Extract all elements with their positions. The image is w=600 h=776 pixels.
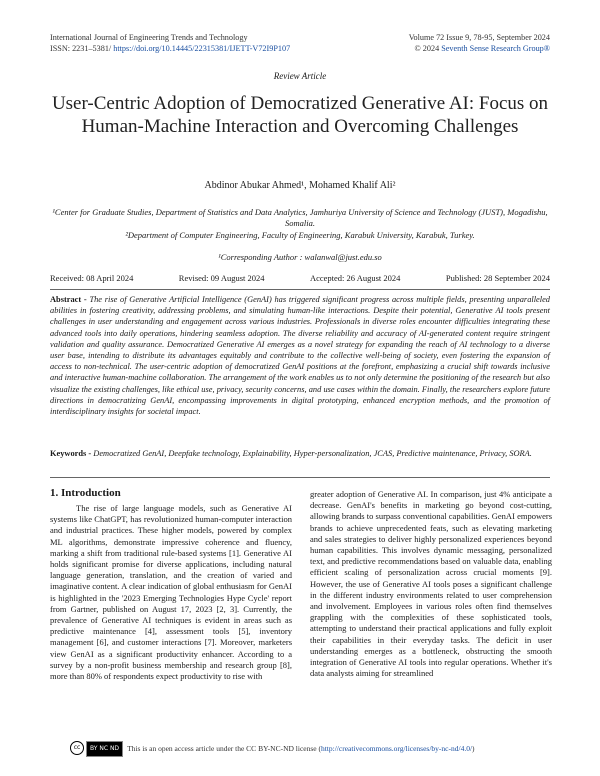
article-type: Review Article: [273, 71, 327, 81]
keywords-label: Keywords -: [50, 449, 94, 458]
keywords: [50, 448, 550, 459]
published-date: Published: 28 September 2024: [445, 273, 550, 283]
divider-bottom: [50, 477, 550, 478]
intro-right-column: greater adoption of Generative AI. In comparison, just 4% anticipate a decrease. GenAI's benefits in marketing go beyond cost-cutting, allowing brands to surpass conventional capabilities. GenAI empowers brands to achieve unprecedented feats, such as elevating marketing and sales strategies to deliver highly personalized experiences beyond human capabilities. This involves dynamic messaging, personalized text, and predictive recommendations based on valuable data, enabling efficient scaling of personalization across crucial moments [9]. However, the use of Generative AI tools poses a significant challenge in the different industry environments related to user comprehension and involvement. Employees in various roles often find themselves grappling with the complexities of these sophisticated tools, attempting to understand their practical applications and fully exploit their capabilities in their everyday tasks. The deficit in user understanding emerges as a bottleneck, obstructing the smooth integration of Generative AI tools into regular operations. Whether it's data analysts aiming for streamlined: [310, 489, 552, 679]
section-heading: 1. Introduction: [50, 487, 121, 499]
intro-left-column: The rise of large language models, such as Generative AI systems like ChatGPT, has revolutionized human-computer interaction and industrial practices. These higher models, powered by complex ML algorithms, demonstrate impressive coherence and fluency, marking a shift from traditional rule-based systems [1]. Generative AI holds significant promise for diverse applications, including natural language generation, translation, and the creation of varied and imaginative content. A clear indication of global enthusiasm for GenAI is highlighted in the '2023 Emerging Technologies Hype Cycle' report from Gartner, published on August 17, 2023 [2, 3]. Currently, the prevalence of Generative AI techniques is evident in areas such as predictive maintenance [4], assessment tools [5], inventory management [6], and customer interactions [7]. Moreover, marketers view GenAI as a significant productivity enhancer. According to a survey by a non-profit business membership and research group [8], more than 80% of respondents expect productivity to rise with: [50, 503, 292, 682]
volume-info: Volume 72 Issue 9, 78-95, September 2024: [408, 33, 550, 42]
affiliation-2: ²Department of Computer Engineering, Faculty of Engineering, Karabuk University, Karabuk, Turkey.: [125, 230, 475, 240]
issn: ISSN: 2231–5381/: [50, 44, 112, 53]
cc-icon: cc: [70, 741, 84, 755]
paper-title: User-Centric Adoption of Democratized Generative AI: Focus on Human-Machine Interaction and Overcoming Challenges: [51, 93, 549, 137]
cc-badge-text: BY NC ND: [86, 741, 123, 757]
publisher-link[interactable]: Seventh Sense Research Group®: [441, 44, 550, 53]
license-statement: [127, 744, 474, 754]
received-date: Received: 08 April 2024: [50, 273, 134, 283]
affiliation-1: ¹Center for Graduate Studies, Department of Statistics and Data Analytics, Jamhuriya University of Science and Technology (JUST), Mogadishu, Somalia.: [52, 207, 548, 228]
divider-top: [50, 289, 550, 290]
keywords-text: Democratized GenAI, Deepfake technology, Explainability, Hyper-personalization, JCAS, Predictive maintenance, Privacy, SORA.: [93, 449, 532, 458]
issn-doi-line: [50, 43, 290, 54]
doi-link[interactable]: https://doi.org/10.14445/22315381/IJETT-V72I9P107: [113, 44, 291, 53]
dates-row: [50, 273, 550, 283]
license-close: ): [472, 744, 475, 753]
corresponding-author: ¹Corresponding Author : walanwal@just.edu.so: [218, 252, 382, 262]
journal-name: International Journal of Engineering Trends and Technology: [50, 33, 248, 42]
cc-license-badge[interactable]: [70, 741, 123, 757]
journal-header: [50, 32, 290, 54]
license-url[interactable]: http://creativecommons.org/licenses/by-nc-nd/4.0/: [320, 744, 473, 753]
copyright: © 2024: [414, 44, 442, 53]
volume-header: [409, 32, 550, 54]
revised-date: Revised: 09 August 2024: [178, 273, 265, 283]
copyright-line: [409, 43, 550, 54]
accepted-date: Accepted: 26 August 2024: [309, 273, 401, 283]
license-footer: [70, 741, 550, 757]
abstract-text: The rise of Generative Artificial Intelligence (GenAI) has triggered significant progress across multiple fields, presenting unparalleled abilities in fostering creativity, addressing problems, and simulating human-like interactions. Despite their potential, Generative AI tools present challenges in user understanding and engagement across various industries. Professionals in diverse roles encounter difficulties integrating these advanced tools into daily operations, hindering seamless adoption. The diverse reliability and accuracy of AI-generated content require stringent validation and quality assurance. Democratized Generative AI emerges as a novel strategy for expanding the reach of AI technology to a diverse user base, intending to distribute its advantages equitably and contribute to the collective well-being of society, even fostering the expansion of access to non-technical. The user-centric adoption of democratized GenAI positions at the forefront, emphasizing a crucial shift towards inclusive and interactive human-machine collaboration. The arrangement of the work enables us to not only determine the positioning of the research but also visualize the existing challenges, like ethical use, privacy, security concerns, and use cases within the domain. Finally, the researchers explore future directions in democratizing GenAI, encompassing improvements in digital prototyping, enhanced encryption methods, and the promotion of interdisciplinary insights for societal impact.: [50, 295, 550, 417]
abstract-label: Abstract -: [50, 295, 90, 304]
license-text: This is an open access article under the CC BY-NC-ND license (: [127, 744, 321, 753]
abstract: [50, 294, 550, 417]
author-list: Abdinor Abukar Ahmed¹, Mohamed Khalif Ali²: [204, 180, 396, 191]
